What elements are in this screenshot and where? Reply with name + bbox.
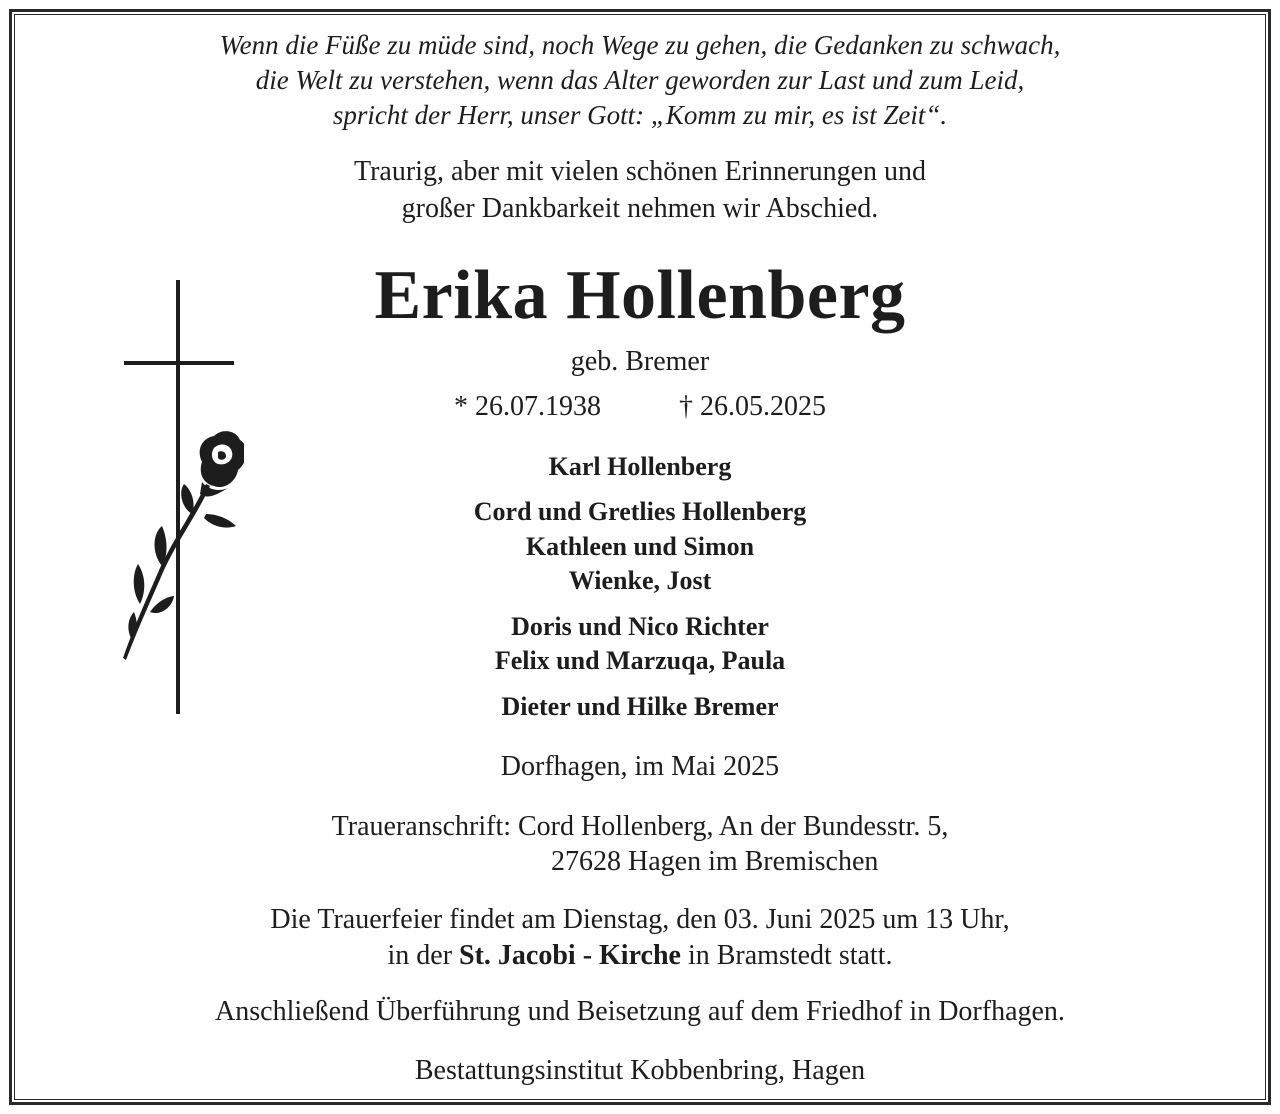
service-line-1: Die Trauerfeier findet am Dienstag, den 03. Juni 2025 um 13 Uhr, xyxy=(270,904,1010,935)
deceased-name: Erika Hollenberg xyxy=(374,257,906,334)
intro-line-1: Traurig, aber mit vielen schönen Erinnerungen und xyxy=(353,156,927,187)
cross-icon xyxy=(118,278,244,718)
mourner-line: Dieter und Hilke Bremer xyxy=(501,692,779,721)
birth-date: * 26.07.1938 xyxy=(454,391,601,422)
mourner-line: Karl Hollenberg xyxy=(548,452,732,481)
burial-note: Anschließend Überführung und Beisetzung auf dem Friedhof in Dorfhagen. xyxy=(215,996,1065,1027)
undertaker: Bestattungsinstitut Kobbenbring, Hagen xyxy=(414,1055,866,1086)
place-date: Dorfhagen, im Mai 2025 xyxy=(500,751,780,782)
mourner-line: Felix und Marzuqa, Paula xyxy=(494,646,786,675)
mourner-line: Kathleen und Simon xyxy=(525,532,755,561)
maiden-name: geb. Bremer xyxy=(570,346,710,377)
death-date: † 26.05.2025 xyxy=(679,391,826,422)
address-line-1: Traueranschrift: Cord Hollenberg, An der Bundesstr. 5, xyxy=(331,811,949,842)
quote-line-2: die Welt zu verstehen, wenn das Alter geworden zur Last und zum Leid, xyxy=(255,65,1025,95)
rose-icon xyxy=(123,431,244,660)
address-line-2: 27628 Hagen im Bremischen xyxy=(551,846,879,877)
quote-line-1: Wenn die Füße zu müde sind, noch Wege zu gehen, die Gedanken zu schwach, xyxy=(219,30,1061,60)
quote-line-3: spricht der Herr, unser Gott: „Komm zu mir, es ist Zeit“. xyxy=(332,100,948,130)
mourner-line: Cord und Gretlies Hollenberg xyxy=(473,497,807,526)
church-name: St. Jacobi - Kirche xyxy=(459,940,681,971)
intro-line-2: großer Dankbarkeit nehmen wir Abschied. xyxy=(401,193,879,224)
mourner-line: Wienke, Jost xyxy=(568,566,712,595)
service-line-2: in der St. Jacobi - Kirche in Bramstedt statt. xyxy=(387,940,893,971)
mourner-line: Doris und Nico Richter xyxy=(511,612,769,641)
